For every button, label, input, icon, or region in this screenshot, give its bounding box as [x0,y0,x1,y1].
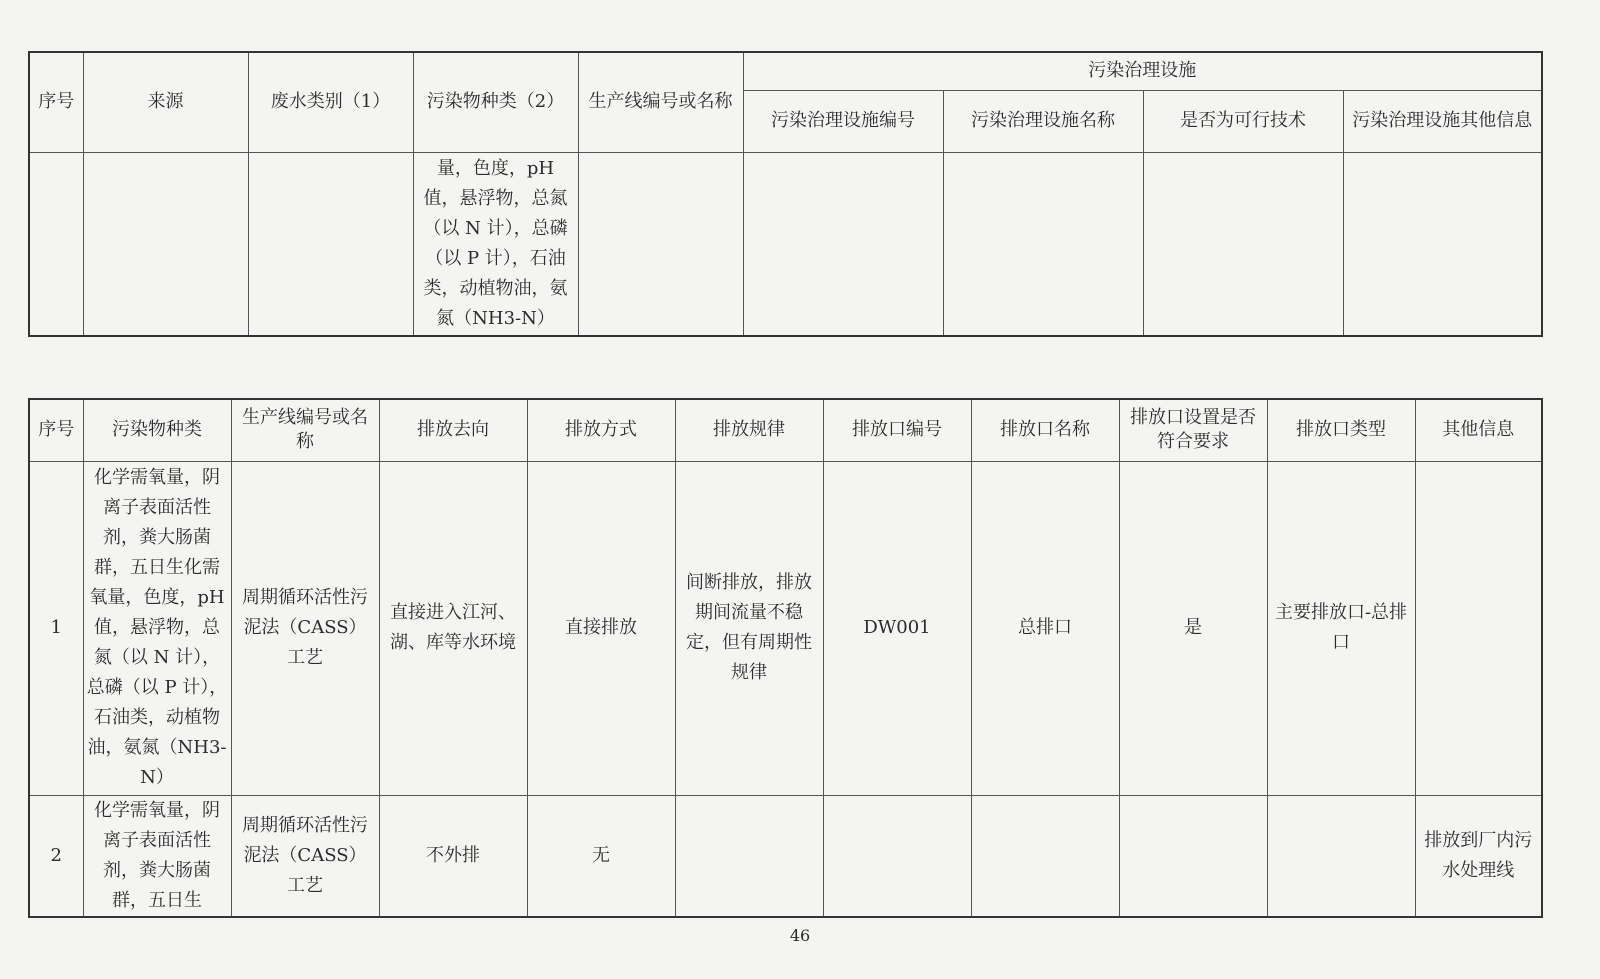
header-facility-name: 污染治理设施名称 [943,90,1143,152]
cell-method: 无 [527,795,675,917]
cell-outlet-code: DW001 [823,461,971,795]
cell-direction: 直接进入江河、湖、库等水环境 [379,461,527,795]
table-row [29,152,1542,336]
header-source: 来源 [83,52,248,152]
header-wastewater-type: 废水类别（1） [248,52,413,152]
cell-seq: 2 [29,795,83,917]
cell-seq [29,152,83,336]
header-outlet-code: 排放口编号 [823,399,971,461]
cell-outlet-name: 总排口 [971,461,1119,795]
cell-line-name [578,152,743,336]
header-pattern: 排放规律 [675,399,823,461]
cell-pattern: 间断排放，排放期间流量不稳定，但有周期性规律 [675,461,823,795]
cell-pollutant-type: 化学需氧量，阴离子表面活性剂，粪大肠菌群，五日生 [83,795,231,917]
cell-compliant [1119,795,1267,917]
header-compliant: 排放口设置是否符合要求 [1119,399,1267,461]
cell-pollutant-type: 化学需氧量，阴离子表面活性剂，粪大肠菌群，五日生化需氧量，色度，pH 值，悬浮物，总氮（以 N 计），总磷（以 P 计），石油类，动植物油，氨氮（NH3-N） [83,461,231,795]
header-pollutant-type: 污染物种类 [83,399,231,461]
header-line-name: 生产线编号或名称 [231,399,379,461]
table-row [29,461,1542,795]
cell-source [83,152,248,336]
header-facility-other: 污染治理设施其他信息 [1343,90,1542,152]
cell-pattern [675,795,823,917]
cell-outlet-name [971,795,1119,917]
header-pollutant-type: 污染物种类（2） [413,52,578,152]
cell-compliant: 是 [1119,461,1267,795]
table-row [29,795,1542,917]
cell-direction: 不外排 [379,795,527,917]
header-feasible: 是否为可行技术 [1143,90,1343,152]
header-other: 其他信息 [1415,399,1542,461]
header-outlet-type: 排放口类型 [1267,399,1415,461]
cell-outlet-type: 主要排放口-总排口 [1267,461,1415,795]
cell-pollutant-type: 量，色度，pH 值，悬浮物，总氮（以 N 计），总磷（以 P 计），石油类，动植物油，氨氮（NH3-N） [413,152,578,336]
page-number: 46 [789,926,811,945]
header-method: 排放方式 [527,399,675,461]
cell-outlet-code [823,795,971,917]
cell-facility-code [743,152,943,336]
discharge-outlet-table [28,398,1543,918]
cell-other [1415,461,1542,795]
cell-seq: 1 [29,461,83,795]
header-direction: 排放去向 [379,399,527,461]
header-facility-group: 污染治理设施 [743,52,1542,90]
cell-method: 直接排放 [527,461,675,795]
cell-feasible [1143,152,1343,336]
cell-line-name: 周期循环活性污泥法（CASS）工艺 [231,795,379,917]
cell-outlet-type [1267,795,1415,917]
wastewater-facility-table [28,51,1543,337]
header-seq: 序号 [29,52,83,152]
header-facility-code: 污染治理设施编号 [743,90,943,152]
header-line-name: 生产线编号或名称 [578,52,743,152]
header-outlet-name: 排放口名称 [971,399,1119,461]
header-seq: 序号 [29,399,83,461]
cell-wastewater-type [248,152,413,336]
cell-facility-name [943,152,1143,336]
cell-facility-other [1343,152,1542,336]
cell-other: 排放到厂内污水处理线 [1415,795,1542,917]
cell-line-name: 周期循环活性污泥法（CASS）工艺 [231,461,379,795]
